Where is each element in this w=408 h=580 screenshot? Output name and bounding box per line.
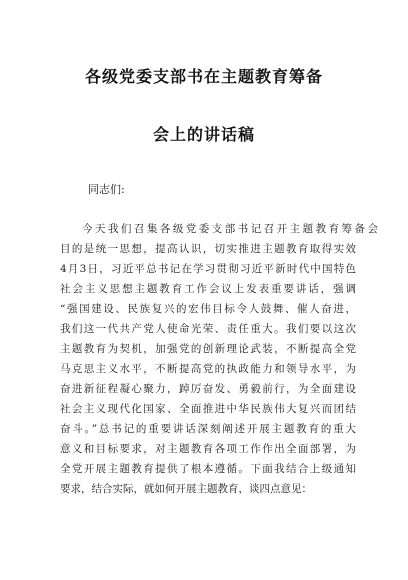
body-line: 今天我们召集各级党委支部书记召开主题教育筹备会 [82, 223, 378, 235]
body-line: 意义和目标要求，对主题教育各项工作作出全面部署，为 [60, 443, 356, 455]
body-line: “强国建设、民族复兴的宏伟目标令人鼓舞、催人奋进， [60, 303, 356, 315]
document-title-line-2: 会上的讲话稿 [152, 125, 255, 144]
body-line: 奋进新征程凝心聚力，踔厉奋发、勇毅前行，为全面建设 [60, 383, 356, 395]
body-line: 奋斗。”总书记的重要讲话深刻阐述开展主题教育的重大 [60, 423, 356, 435]
body-line: 主题教育为契机，加强党的创新理论武装，不断提高全党 [60, 343, 356, 355]
body-line: 4月3日，习近平总书记在学习贯彻习近平新时代中国特色 [60, 263, 356, 275]
document-title-line-1: 各级党委支部书在主题教育筹备 [84, 67, 323, 86]
body-line: 马克思主义水平，不断提高党的执政能力和领导水平，为 [60, 363, 356, 375]
body-line: 社会主义现代化国家、全面推进中华民族伟大复兴而团结 [60, 403, 356, 415]
body-line: 社会主义思想主题教育工作会议上发表重要讲话，强调 [60, 283, 356, 295]
body-line: 我们这一代共产党人使命光荣、责任重大。我们要以这次 [60, 323, 356, 335]
body-line: 目的是统一思想，提高认识，切实推进主题教育取得实效 [60, 243, 356, 255]
salutation: 同志们: [88, 183, 125, 196]
body-line: 全党开展主题教育提供了根本遵循。下面我结合上级通知 [60, 463, 356, 475]
body-line: 要求，结合实际，就如何开展主题教育，谈四点意见： [60, 483, 312, 495]
